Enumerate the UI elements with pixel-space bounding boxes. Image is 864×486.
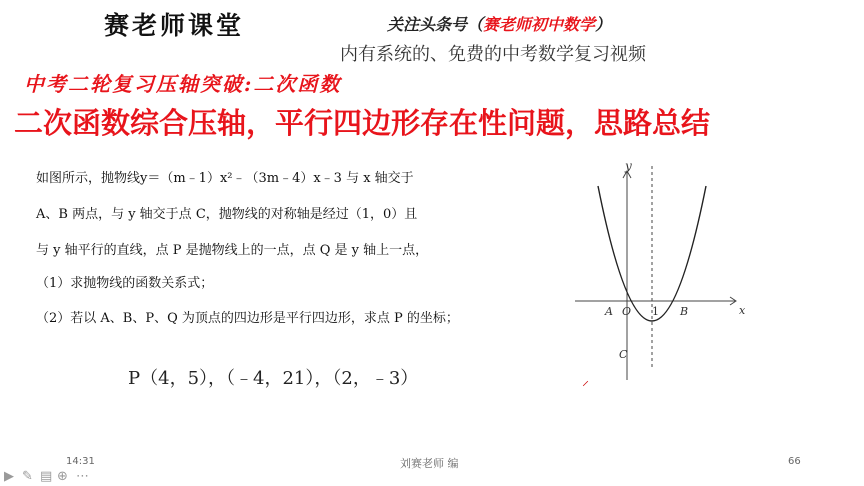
point-b-label: B: [680, 305, 689, 318]
question-line-1: 如图所示，抛物线y＝（m﹣1）x²﹣（3m﹣4）x﹣3 与 x 轴交于: [36, 171, 414, 186]
brand-title: 赛老师课堂: [104, 11, 245, 40]
follow-suffix: ）: [595, 15, 612, 34]
slideshow-toolbar: [0, 466, 864, 486]
pen-annotation-icon: ⸝: [582, 373, 589, 389]
parabola-graph: [575, 158, 750, 380]
footer-page-number: 66: [788, 456, 801, 467]
page-title: 二次函数综合压轴，平行四边形存在性问题，思路总结: [14, 106, 711, 140]
footer-author: 刘赛老师 编: [400, 457, 459, 470]
play-icon[interactable]: ▶: [4, 469, 14, 484]
y-axis-label: y: [625, 159, 632, 173]
question-part-2: （2）若以 A、B、P、Q 为顶点的四边形是平行四边形，求点 P 的坐标；: [36, 311, 459, 326]
question-part-1: （1）求抛物线的函数关系式；: [36, 276, 214, 291]
question-line-3: 与 y 轴平行的直线，点 P 是抛物线上的一点，点 Q 是 y 轴上一点，: [36, 243, 429, 258]
subtitle: 内有系统的、免费的中考数学复习视频: [340, 44, 646, 65]
slides-icon[interactable]: ▤: [40, 469, 53, 484]
question-line-2: A、B 两点，与 y 轴交于点 C，抛物线的对称轴是经过（1，0）且: [36, 207, 418, 222]
follow-note: [387, 12, 611, 35]
zoom-icon[interactable]: ⊕: [57, 469, 68, 484]
tick-one-label: 1: [652, 305, 659, 318]
more-icon[interactable]: ⋯: [76, 469, 89, 484]
pen-icon[interactable]: ✎: [22, 469, 33, 484]
answer-text: P（4，5），（﹣4，21），（2，﹣3）: [128, 368, 419, 389]
point-a-label: A: [605, 305, 613, 318]
follow-prefix: 关注头条号（: [387, 15, 484, 34]
origin-label: O: [622, 305, 632, 318]
point-c-label: C: [619, 348, 628, 361]
series-label: 中考二轮复习压轴突破:二次函数: [24, 72, 342, 96]
follow-account: 赛老师初中数学: [483, 15, 596, 34]
x-axis-label: x: [739, 304, 746, 317]
footer-time: 14:31: [66, 456, 95, 467]
